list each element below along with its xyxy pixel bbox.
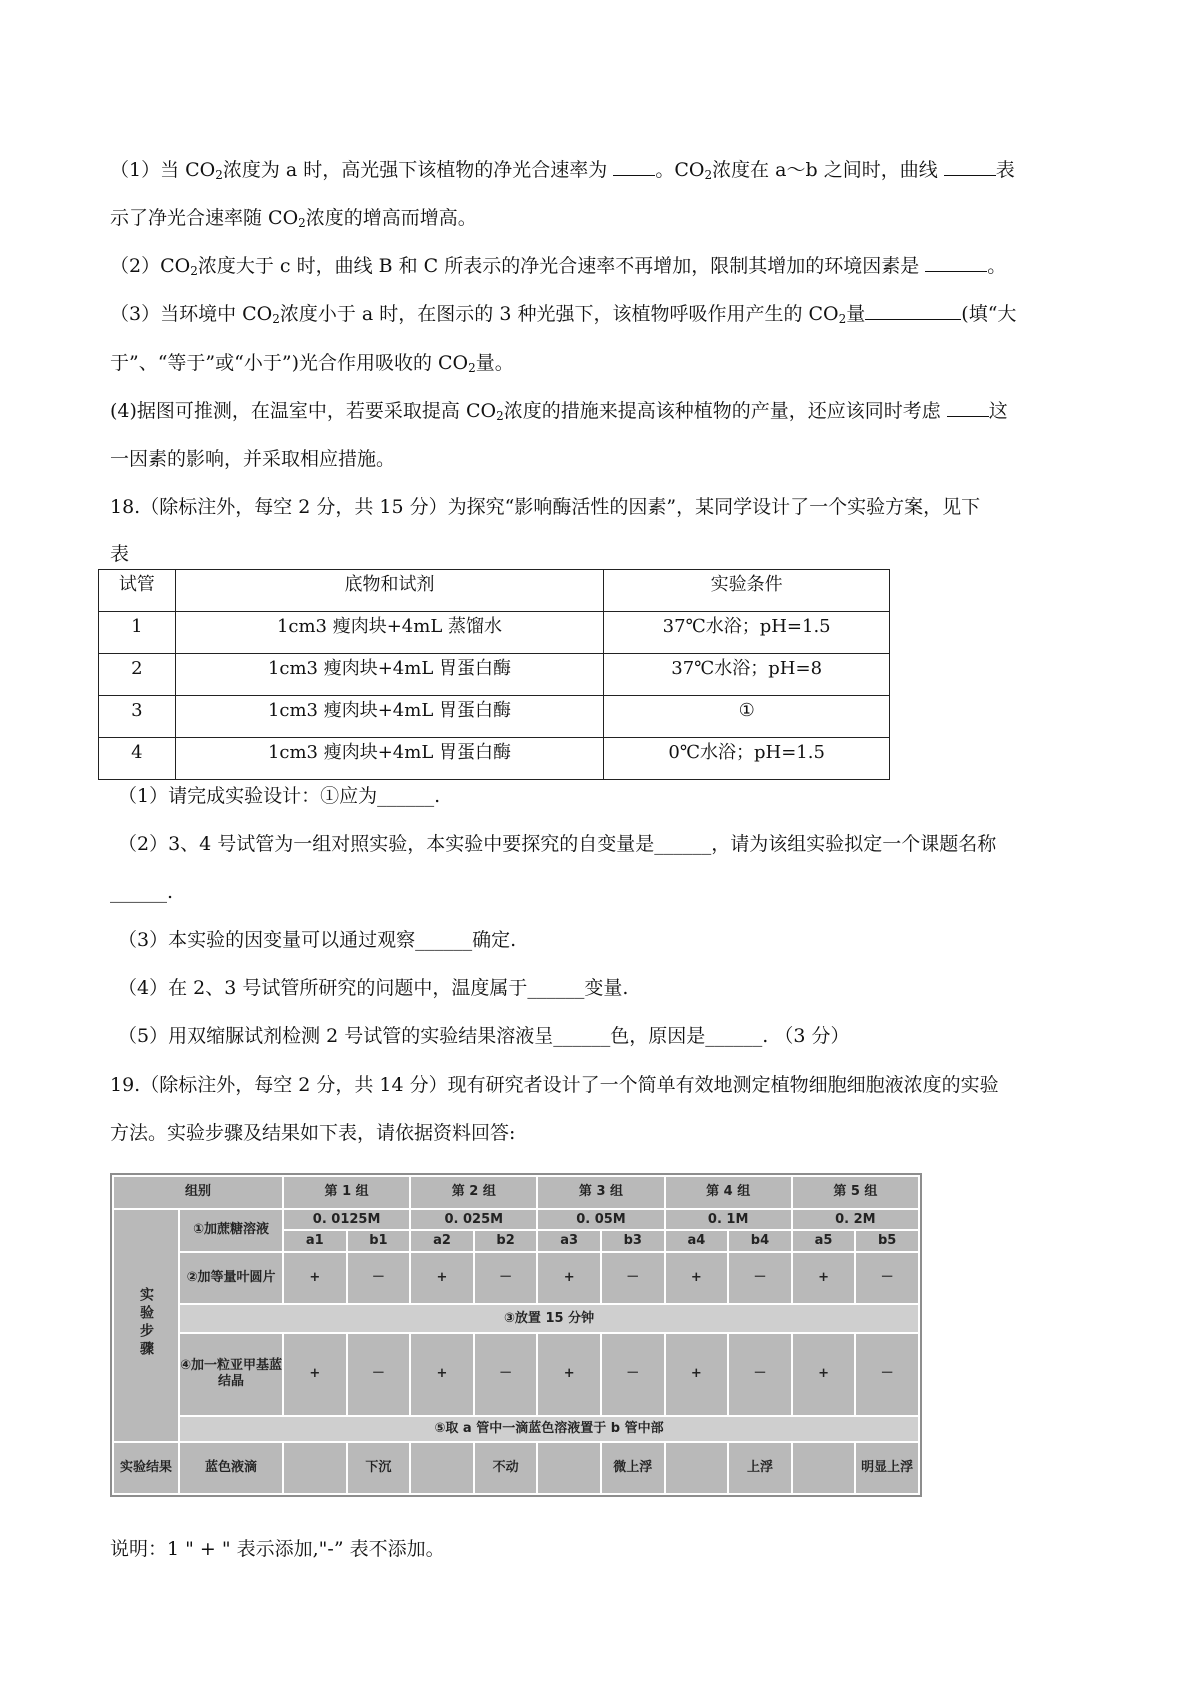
group-header-label: 组别 xyxy=(113,1176,283,1209)
table-cell: 2 xyxy=(99,654,176,696)
q17-part3-line2: 于”、“等于”或“小于”)光合作用吸收的 $CO_2$量。 xyxy=(110,352,514,375)
q19-intro-line1: 19.（除标注外，每空 2 分，共 14 分）现有研究者设计了一个简单有效地测定植物细胞细胞液浓度的实验 xyxy=(110,1074,999,1096)
concentration-cell: 0. 2M xyxy=(792,1209,919,1231)
mark-cell: － xyxy=(474,1333,538,1416)
q17-part4-line1: (4)据图可推测，在温室中，若要采取提高 $CO_2$浓度的措施来提高该种植物的产量，还应该同时考虑 这 xyxy=(110,400,1008,423)
tube-cell: a3 xyxy=(537,1230,601,1252)
mark-cell: － xyxy=(855,1333,919,1416)
q18-sub2-line2: ______. xyxy=(110,881,174,903)
q17-part1-line2: 示了净光合速率随 $CO_2$浓度的增高而增高。 xyxy=(110,207,477,230)
mark-cell: + xyxy=(410,1333,474,1416)
step5-row xyxy=(113,1416,919,1442)
answer-blank[interactable] xyxy=(613,157,655,176)
table-cell: 1cm3 瘦肉块+4mL 胃蛋白酶 xyxy=(175,654,604,696)
mark-cell: + xyxy=(792,1333,856,1416)
concentration-cell: 0. 0125M xyxy=(283,1209,410,1231)
result-empty xyxy=(537,1442,601,1494)
group-header: 第 3 组 xyxy=(537,1176,664,1209)
q18-sub5: （5）用双缩脲试剂检测 2 号试管的实验结果溶液呈______色，原因是______. （3 分） xyxy=(118,1025,850,1047)
answer-blank[interactable] xyxy=(925,253,987,272)
table-cell: 1cm3 瘦肉块+4mL 胃蛋白酶 xyxy=(175,696,604,738)
result-cell: 明显上浮 xyxy=(855,1442,919,1494)
concentration-row xyxy=(113,1209,919,1231)
q18-sub1: （1）请完成实验设计：①应为______. xyxy=(118,785,441,807)
group-header: 第 5 组 xyxy=(792,1176,919,1209)
mark-cell: － xyxy=(728,1333,792,1416)
table-cell: 1cm3 瘦肉块+4mL 蒸馏水 xyxy=(175,612,604,654)
result-label: 实验结果 xyxy=(113,1442,179,1494)
q18-experiment-table xyxy=(98,569,890,780)
q19-intro-line2: 方法。实验步骤及结果如下表，请依据资料回答: xyxy=(110,1122,516,1144)
table-row xyxy=(99,654,890,696)
result-empty xyxy=(410,1442,474,1494)
result-empty xyxy=(792,1442,856,1494)
tube-cell: b4 xyxy=(728,1230,792,1252)
table-cell: 4 xyxy=(99,738,176,780)
header-cell: 试管 xyxy=(99,570,176,612)
group-header: 第 4 组 xyxy=(665,1176,792,1209)
table-cell: 1cm3 瘦肉块+4mL 胃蛋白酶 xyxy=(175,738,604,780)
tube-cell: b3 xyxy=(601,1230,665,1252)
step-label: ②加等量叶圆片 xyxy=(179,1252,283,1304)
header-cell: 底物和试剂 xyxy=(175,570,604,612)
mark-cell: + xyxy=(537,1333,601,1416)
header-cell: 实验条件 xyxy=(604,570,890,612)
group-header: 第 1 组 xyxy=(283,1176,410,1209)
q19-scanned-table xyxy=(110,1173,922,1497)
mark-cell: － xyxy=(855,1252,919,1304)
result-cell: 下沉 xyxy=(347,1442,411,1494)
step5-cell: ⑤取 a 管中一滴蓝色溶液置于 b 管中部 xyxy=(179,1416,919,1442)
table-header-row xyxy=(99,570,890,612)
q17-part3-line1: （3）当环境中 $CO_2$浓度小于 a 时，在图示的 3 种光强下，该植物呼吸作用产生的 $CO_2$量 (填“大 xyxy=(110,303,1017,326)
result-row xyxy=(113,1442,919,1494)
mark-cell: － xyxy=(601,1252,665,1304)
tube-cell: a1 xyxy=(283,1230,347,1252)
mark-cell: + xyxy=(665,1333,729,1416)
step-label: ④加一粒亚甲基蓝结晶 xyxy=(179,1333,283,1416)
table-cell: 3 xyxy=(99,696,176,738)
step-label: ①加蔗糖溶液 xyxy=(179,1209,283,1253)
tube-cell: b1 xyxy=(347,1230,411,1252)
group-header-row xyxy=(113,1176,919,1209)
result-cell: 蓝色液滴 xyxy=(179,1442,283,1494)
concentration-cell: 0. 025M xyxy=(410,1209,537,1231)
step3-cell: ③放置 15 分钟 xyxy=(179,1304,919,1332)
mark-cell: + xyxy=(283,1333,347,1416)
mark-cell: + xyxy=(665,1252,729,1304)
tube-cell: b5 xyxy=(855,1230,919,1252)
concentration-cell: 0. 1M xyxy=(665,1209,792,1231)
table-cell: 0℃水浴；pH=1.5 xyxy=(604,738,890,780)
answer-blank[interactable] xyxy=(865,301,961,320)
table-row xyxy=(99,612,890,654)
group-header: 第 2 组 xyxy=(410,1176,537,1209)
mark-cell: + xyxy=(410,1252,474,1304)
side-label: 实验步骤 xyxy=(138,1286,154,1359)
mark-cell: + xyxy=(283,1252,347,1304)
result-cell: 微上浮 xyxy=(601,1442,665,1494)
result-cell: 上浮 xyxy=(728,1442,792,1494)
q18-sub3: （3）本实验的因变量可以通过观察______确定. xyxy=(118,929,517,951)
mark-cell: － xyxy=(728,1252,792,1304)
q19-table-note: 说明：1 " + " 表示添加,"-” 表不添加。 xyxy=(110,1538,445,1560)
step2-row xyxy=(113,1252,919,1304)
q19-results-table xyxy=(112,1175,920,1495)
q18-sub4: （4）在 2、3 号试管所研究的问题中，温度属于______变量. xyxy=(118,977,629,999)
result-empty xyxy=(283,1442,347,1494)
result-cell: 不动 xyxy=(474,1442,538,1494)
mark-cell: － xyxy=(601,1333,665,1416)
q17-part2: $(2)CO_2$浓度大于 c 时，曲线 B 和 C 所表示的净光合速率不再增加，限制其增加的环境因素是 。 xyxy=(110,255,1007,278)
q18-intro-line1: 18.（除标注外，每空 2 分，共 15 分）为探究“影响酶活性的因素”，某同学设计了一个实验方案，见下 xyxy=(110,496,981,518)
mark-cell: － xyxy=(347,1333,411,1416)
step4-row xyxy=(113,1333,919,1416)
table-cell: ① xyxy=(604,696,890,738)
q17-part4-line2: 一因素的影响，并采取相应措施。 xyxy=(110,448,396,470)
result-empty xyxy=(665,1442,729,1494)
table-cell: 37℃水浴；pH=8 xyxy=(604,654,890,696)
tube-cell: a4 xyxy=(665,1230,729,1252)
mark-cell: + xyxy=(537,1252,601,1304)
tube-cell: a5 xyxy=(792,1230,856,1252)
mark-cell: + xyxy=(792,1252,856,1304)
mark-cell: － xyxy=(474,1252,538,1304)
side-label-cell xyxy=(113,1209,179,1442)
tube-cell: a2 xyxy=(410,1230,474,1252)
table-cell: 37℃水浴；pH=1.5 xyxy=(604,612,890,654)
table-row xyxy=(99,696,890,738)
table-cell: 1 xyxy=(99,612,176,654)
mark-cell: － xyxy=(347,1252,411,1304)
step3-row xyxy=(113,1304,919,1332)
table-row xyxy=(99,738,890,780)
answer-blank[interactable] xyxy=(947,398,989,417)
q17-part1-line1: （1）当 $CO_2$浓度为 a 时，高光强下该植物的净光合速率为 。$CO_2$浓度在 a～b 之间时，曲线 表 xyxy=(110,159,1015,182)
tube-cell: b2 xyxy=(474,1230,538,1252)
answer-blank[interactable] xyxy=(944,157,996,176)
q18-intro-line2: 表 xyxy=(110,543,130,565)
q18-sub2-line1: （2）3、4 号试管为一组对照实验，本实验中要探究的自变量是______，请为该组实验拟定一个课题名称 xyxy=(118,833,997,855)
concentration-cell: 0. 05M xyxy=(537,1209,664,1231)
